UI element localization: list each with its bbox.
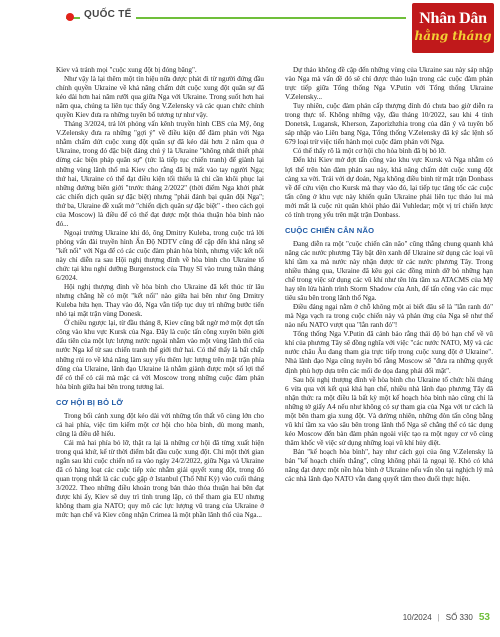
paragraph: Đang diễn ra một "cuộc chiến cân não" cũng thắng chung quanh khả năng các nước phương Tây bật đèn xanh để Ukraine sử dụng các loại vũ khí tầm xa mà nước này nhận được từ các nước phương Tây. Trong nhiều tháng qua, Ukraine đã kêu gọi các đồng minh dỡ bỏ những hạn chế trong việc sử dụng các vũ khí như tên lửa tầm xa ATACMS của Mỹ hay tên lửa hành trình Storm Shadow của Anh, để tấn công vào các mục tiêu sâu bên trong lãnh thổ Nga. (285, 239, 493, 303)
footer-separator: | (437, 613, 440, 622)
section-label: QUỐC TẾ (80, 9, 136, 20)
page-footer (403, 612, 490, 623)
page-header (0, 0, 500, 60)
paragraph: Ở chiều ngược lại, từ đầu tháng 8, Kiev cũng bất ngờ mở một đợt tấn công vào khu vực Kursk của Nga. Đây là cuộc tấn công xuyên biên giới dấu tiên của một lực lượng nước ngoài nhằm vào một vùng lãnh thổ của nước Nga kể từ sau chiến tranh thế giới thứ hai. Có thể thấy là bất chấp những rủi ro về khả năng làm suy yếu thêm lực lượng trên mặt trận phía đông của Ukraine, lãnh đạo Ukraine là nhằm giành được một số lợi thế để có thể có cái mà mặc cả với Moscow trong những cuộc đàm phán hòa bình giữa hai bên trong tương lai. (56, 319, 264, 391)
paragraph: Cái mà hai phía bỏ lỡ, thật ra lại là những cơ hội đã từng xuất hiện trong quá khứ, kể từ thời điểm bắt đầu cuộc xung đột. Chỉ một thời gian ngắn sau khi cuộc chiến nổ ra vào ngày 24/2/2022, giữa Nga và Ukraine đã có hàng loạt các cuộc tiếp xúc nhằm giải quyết xung đột, trong đó quan trọng nhất là các cuộc gặp ở Istanbul (Thổ Nhĩ Kỳ) vào cuối tháng 3/2022. Theo những điều khoản trong bản thảo thỏa thuận hai bên đạt được khi ấy, Kiev sẽ duy trì tình trung lập, có thể tham gia EU nhưng không tham gia NATO; quy mô các lực lượng vũ trang của Ukraine ở mức hạn chế và Kiev công nhận Crimea là một phần lãnh thổ của Nga... (56, 438, 264, 520)
paragraph: Dự thảo không đề cập đến những vùng của Ukraine sau này sáp nhập vào Nga mà vấn đề đó sẽ chỉ được thảo luận trong các cuộc đàm phán trực tiếp giữa Tổng thống Nga V.Putin với Tổng thống Ukraine V.Zelensky... (285, 66, 493, 102)
logo-subtitle: hằng tháng (414, 29, 492, 43)
paragraph: Như vậy là lại thêm một tín hiệu nữa được phát đi từ người đứng đầu chính quyền Ukraine về khả năng chấm dứt cuộc xung đột quân sự đã kéo dài hơn hai năm rưỡi qua giữa Nga với Ukraine. Trong suốt hơn hai năm qua, chúng ta liên tục thấy ông V.Zelensky và các quan chức chính quyền Kiev đưa ra những tuyên bố tương tự như vậy. (56, 75, 264, 120)
page-number: 53 (478, 612, 490, 623)
right-column (285, 66, 493, 484)
issue-number: SỐ 330 (445, 613, 473, 622)
paragraph: Có thể thấy rõ là một cơ hội cho hòa bình đã bị bỏ lỡ. (293, 147, 446, 156)
section-heading: CUỘC CHIẾN CÂN NÃO (285, 225, 375, 235)
header-bullet-icon (66, 13, 74, 21)
left-column (56, 66, 264, 520)
section-heading: CƠ HỘI BỊ BỎ LỠ (56, 397, 124, 407)
paragraph: Ngoại trưởng Ukraine khi đó, ông Dmitry Kuleba, trong cuộc trả lời phỏng vấn đài truyền hình Ấn Độ NDTV cũng để cập đến khả năng sẽ "kết nối" với Nga để có các cuộc đàm phán hòa bình, nhưng việc kết nối này chỉ diễn ra sau Hội nghị thượng đỉnh về hòa bình cho Ukraine tổ chức tại khu nghỉ dưỡng Burgenstock của Thụy Sĩ vào trung tuần tháng 6/2024. (56, 228, 264, 283)
paragraph: Đến khi Kiev mở đợt tấn công vào khu vực Kursk và Nga nhằm có lợi thế trên bàn đàm phán sau này, khả năng chấm dứt cuộc xung đột càng xa vời. Trái với dự đoán, Nga không điều binh từ mặt trận Donbass về để cứu viện cho Kursk mà thay vào đó, lại tiếp tục tăng tốc các cuộc tấn công ở khu vực này khiến quân Ukraine phải liên tục tháo lui mà mới mất là cuộc rút quân khỏi pháo đài Vuhledar; một vị trí chiến lược có tính trọng yếu trên mặt trận Donbass. (285, 156, 493, 219)
paragraph: Trong bối cảnh xung đột kéo dài với những tổn thất vô cùng lớn cho cả hai phía, việc tìm kiếm một cơ hội cho hòa bình, dù mong manh, cũng là điều dễ hiểu. (56, 411, 264, 438)
publication-logo (412, 3, 494, 53)
paragraph: Sau hội nghị thượng đỉnh về hòa bình cho Ukraine tổ chức hồi tháng 6 vừa qua với kết quả khá hạn chế, nhiều nhà lãnh đạo phương Tây đã nhận thức ra một điều là bất kỳ một kế hoạch hòa bình nào cũng chỉ là những tờ giấy A4 nếu như không có sự tham gia của Nga với tư cách là một bên tham gia xung đột. Và dường nhiên, những đòn tấn công bằng vũ khí tầm xa vào sâu bên trong lãnh thổ Nga sẽ chẳng thể có tác dụng kéo Moscow đến bàn đàm phán ngoài việc tạo ra một nguy cơ vô cùng thâm khốc về việc sử dụng những loại vũ khí hủy diệt. (285, 375, 493, 447)
logo-title: Nhân Dân (419, 10, 487, 27)
paragraph: Bản "kế hoạch hòa bình", hay như cách gọi của ông V.Zelensky là bản "kế hoạch chiến thắng", cũng không phải là ngoại lệ. Khó có khả năng đạt được một nền hòa bình ở Ukraine nếu vấn tồn tại nghịch lý mà các nhà lãnh đạo NATO vẫn đang quyết tâm theo đuổi thực hiện. (285, 447, 493, 484)
issue-date: 10/2024 (402, 613, 432, 622)
paragraph: Tháng 3/2024, trả lời phỏng vấn kênh truyền hình CBS của Mỹ, ông V.Zelensky đưa ra những "gợi ý" về điều kiện để đàm phán với Nga nhằm chấm dứt cuộc xung đột quân sự đã kéo dài hơn 2 năm qua ở Ukraine, trong đó đặc biệt đáng chú ý là Ukraine "không nhất thiết phải dừng các biện pháp quân sự" (tức là tiếp tục chiến tranh) để giành lại những vùng lãnh thổ mà Kiev cho rằng đã bị mất vào tay người Nga; thứ hai, Ukraine có thể đạt điều kiện tối thiểu là chỉ cần khôi phục lại những đường biên giới "trước tháng 2/2022" (thời điểm Nga khởi phát các chiến dịch quân sự đặc biệt) nhưng "phải đánh bại quân đội Nga"; thứ ba, Ukraine đề xuất mở "chiến dịch quân sự đặc biệt" - theo cách gọi của Moscow) là điều để có thể đạt được một thỏa thuận hòa bình nào đó... (56, 120, 264, 228)
paragraph: Kiev và tránh mọi "cuộc xung đột bị đóng băng". (56, 66, 197, 74)
paragraph: Tổng thống Nga V.Putin đã cảnh báo rằng thái độ bỏ hạn chế về vũ khí của phương Tây sẽ đồng nghĩa với việc "các nước NATO, Mỹ và các nước châu Âu đang tham gia trực tiếp trong cuộc xung đột ở Ukraine". Nhà lãnh đạo Nga cũng tuyên bố rằng Moscow sẽ "đưa ra những quyết định phù hợp dựa trên các mối đe dọa đang phải đối mặt". (285, 330, 493, 375)
paragraph: Điều đáng ngại nằm ở chỗ không một ai biết đâu sẽ là "lằn ranh đỏ" mà Nga vạch ra trong cuộc chiến này và phản ứng của Nga sẽ như thế nào nếu NATO vượt qua "lằn ranh đỏ"! (285, 303, 493, 330)
paragraph: Hội nghị thượng đỉnh về hòa bình cho Ukraine đã kết thúc từ lâu nhưng chẳng hề có một "kết nối" nào giữa hai bên như ông Dmitry Kuleba hứa hẹn. Thay vào đó, Nga vẫn tiếp tục duy trì những bước tiến nhỏ tại mặt trận vùng Donesk. (56, 283, 264, 319)
paragraph: Tuy nhiên, cuộc đàm phán cấp thượng đỉnh đó chưa bao giờ diễn ra trong thực tế. Không những vậy, đầu tháng 10/2022, sau khi 4 tỉnh Donetsk, Lugansk, Kherson, Zaporizhzhia trong của dân ý và tuyên bố sáp nhập vào Liên bang Nga, Tổng thống V.Zelensky đã ký sắc lệnh số 679 loại trừ việc tiến hành mọi cuộc đàm phán với Nga. (285, 102, 493, 147)
